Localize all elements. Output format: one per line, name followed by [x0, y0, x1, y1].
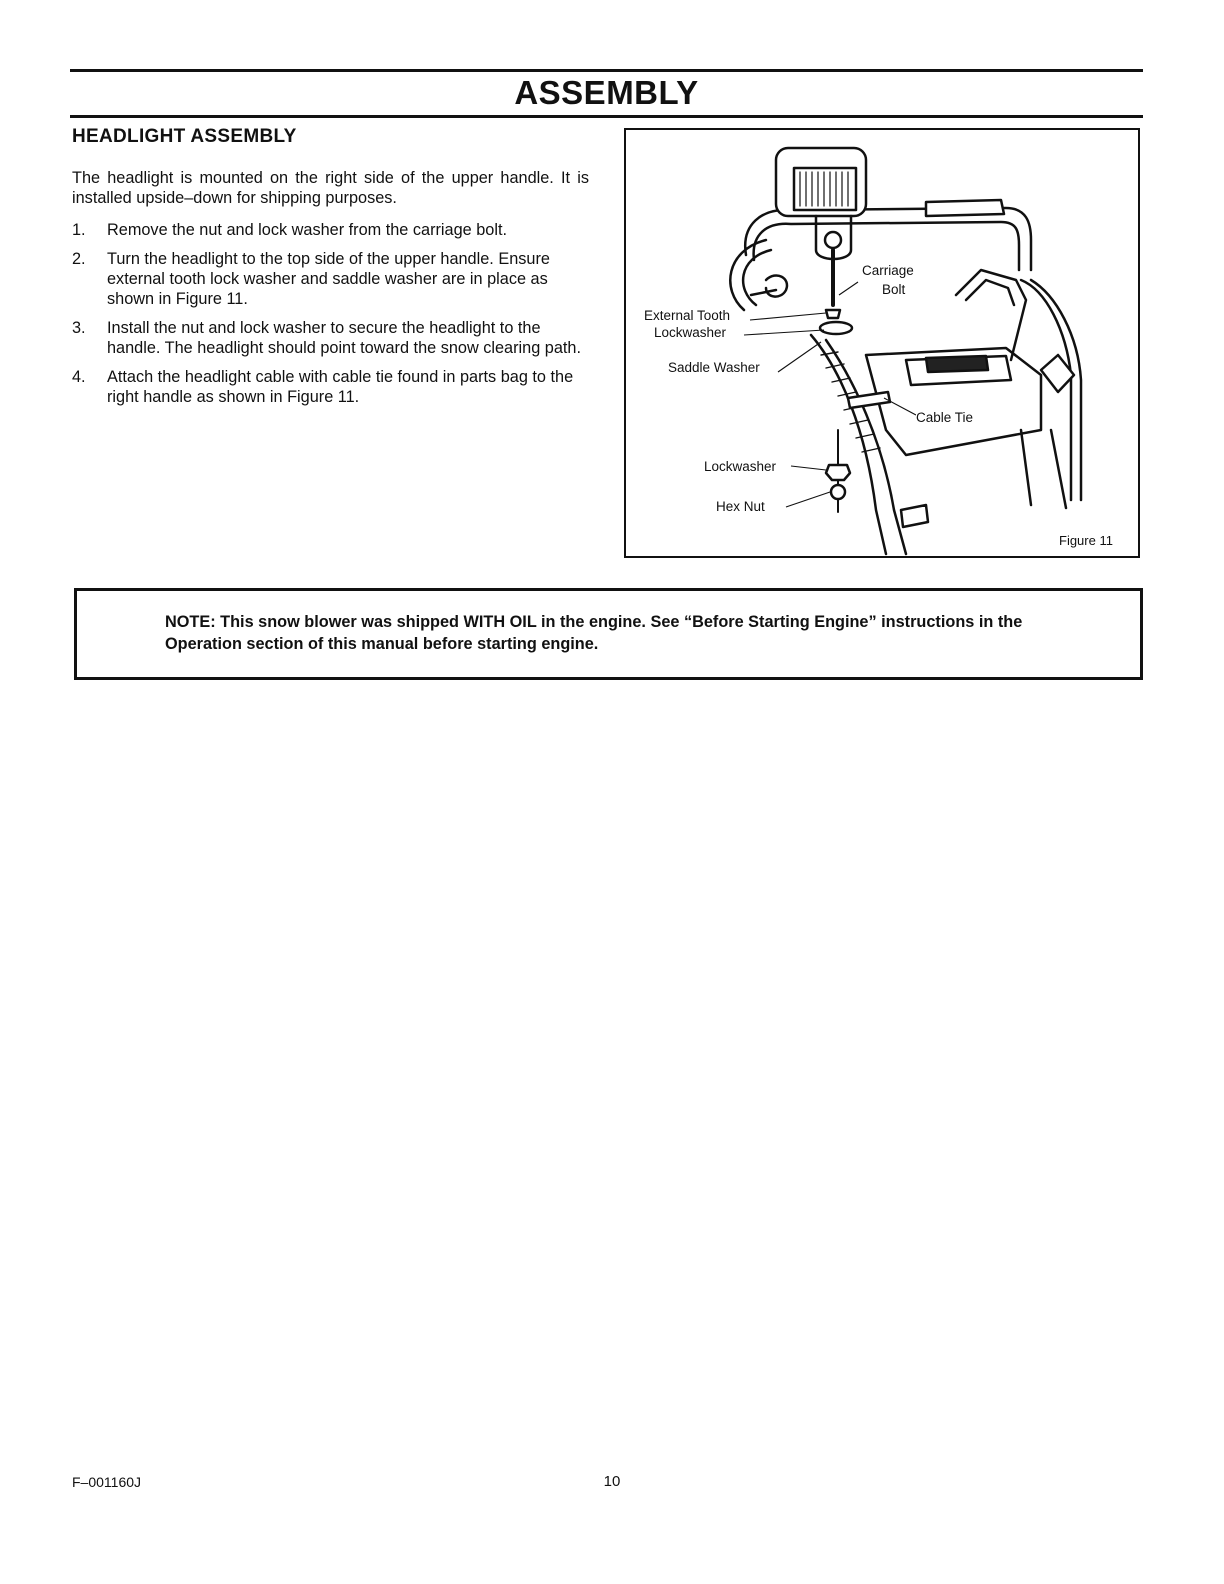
intro-paragraph: The headlight is mounted on the right side of the upper handle. It is installed upside–down for shipping purposes.: [72, 169, 589, 207]
label-cable-tie: Cable Tie: [916, 410, 974, 425]
step-number: 1.: [72, 221, 86, 239]
page-number: 10: [603, 1473, 621, 1490]
label-bolt: Bolt: [882, 282, 906, 297]
figure-caption: Figure 11: [1059, 533, 1113, 548]
step-number: 4.: [72, 368, 86, 386]
note-box: [74, 588, 1143, 680]
list-item: [72, 318, 589, 358]
step-text: Attach the headlight cable with cable tie found in parts bag to the right handle as shown in Figure 11.: [107, 368, 574, 406]
page-title: ASSEMBLY: [514, 74, 699, 111]
note-text: NOTE: This snow blower was shipped WITH OIL in the engine. See “Before Starting Engine” instructions in the Operation section of this manual before starting engine.: [165, 613, 1023, 653]
step-number: 2.: [72, 250, 86, 268]
list-item: [72, 249, 589, 309]
step-text: Turn the headlight to the top side of the upper handle. Ensure external tooth lock washer and saddle washer are in place as shown in Figure 11.: [107, 250, 550, 308]
list-item: [72, 367, 589, 407]
headlight-illustration: [626, 130, 1138, 556]
figure-11: [624, 128, 1140, 558]
label-carriage: Carriage: [862, 263, 914, 278]
label-lockwasher: Lockwasher: [704, 459, 777, 474]
step-number: 3.: [72, 319, 86, 337]
header-rule-bottom: [70, 115, 1143, 118]
label-saddle-washer: Saddle Washer: [668, 360, 760, 375]
label-hex-nut: Hex Nut: [716, 499, 765, 514]
list-item: [72, 220, 589, 240]
section-heading: HEADLIGHT ASSEMBLY: [72, 126, 297, 147]
label-external-tooth: External Tooth: [644, 308, 731, 323]
step-text: Remove the nut and lock washer from the carriage bolt.: [107, 221, 507, 239]
label-lockwasher-top: Lockwasher: [654, 325, 727, 340]
step-text: Install the nut and lock washer to secure the headlight to the handle. The headlight should point toward the snow clearing path.: [107, 319, 581, 357]
document-code: F–001160J: [72, 1474, 142, 1490]
steps-list: [72, 220, 589, 416]
